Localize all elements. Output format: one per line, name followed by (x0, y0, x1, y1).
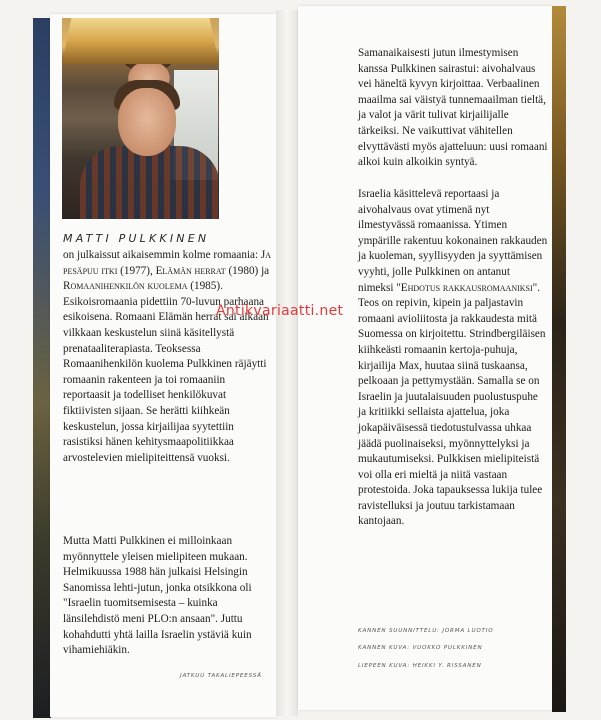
book-title: Elämän herrat (155, 264, 226, 277)
lamp-shade (62, 18, 219, 64)
bio-text: (1980) ja (225, 264, 270, 277)
blurb-text: Israelia käsittelevä reportaasi ja aivohalvaus ovat ytimenä nyt ilmestyvässä romaanissa. Ytimen ympärille rakentuu kokonainen rakkauden ja kuoleman, syyllisyyden ja syyttämisen vyyhti, jolle Pulkkinen on antanut nimeksi " (358, 188, 548, 294)
author-bio-paragraph-2: Mutta Matti Pulkkinen ei milloinkaan myönnyttele yleisen mielipiteen mukaan. Helmikuussa 1988 hän julkaisi Helsingin Sanomissa lehti-jutun, jonka otsikkona oli "Israelin tuomitsemisesta – kuinka länsilehdistö meni PLO:n ansaan". Juttu kohahdutti yhtä lailla Israelin ystäviä kuin vihamiehiäkin. (63, 535, 252, 657)
credit-cover-photo: KANNEN KUVA: VUOKKO PULKKINEN (358, 645, 483, 651)
author-photo (62, 18, 219, 219)
page-gutter (276, 10, 298, 716)
blurb-text: ". Teos on repivin, kipein ja paljastavin romaani avioliitosta ja rakkaudesta mitä Suomessa on kirjoitettu. Strindbergiläisen kiihkeästi romaanin kertoja-puhuja, kirjailija Max, huutaa siinä tuskaansa, pelkoaan ja pettymystään. Samalla se on Israelin ja juutalaisuuden puolustuspuhe ja kritiikki sellaista ajattelua, joka jokapäiväisessä tiedotustulvassa uhkaa jäädä puolinaiseksi, myönnyttelyksi ja mukautumiseksi. Pulkkisen mielipiteistä voi olla eri mieltä ja niitä vastaan protestoida. Joka tapauksessa lukija tulee ravistelluksi ja joutuu tarkistamaan kantojaan. (358, 281, 546, 528)
book-cover-right-edge (552, 6, 566, 712)
book-title: Ja pesäpuu itki (63, 249, 272, 277)
credit-cover-design: KANNEN SUUNNITTELU: JORMA LUOTIO (358, 628, 494, 634)
watermark: Antikvariaatti.net (216, 303, 344, 319)
bio-text: (1985). Esikoisromaania pidettiin 70-luvun parhaana esikoisena. Romaani Elämän herrat sai aikaan vilkkaan keskustelun siinä käsitellystä prenataaliterapiasta. Teoksessa Romaanihenkilön kuolema Pulkkinen räjäytti romaanin rakenteen ja toi romaaniin reportaasit ja todelliset henkilökuvat fiktiivisten sijaan. Se herätti kiihkeän keskustelun, jossa kirjailijaa syytettiin rasistiksi hänen kehitysmaapolitiikkaa arvostelevien mielipiteittensä vuoksi. (63, 280, 269, 464)
blurb-paragraph-1: Samanaikaisesti jutun ilmestymisen kanssa Pulkkinen sairastui: aivohalvaus vei häneltä kyvyn kirjoittaa. Verbaalinen maailma sai väistyä tunnemaailman tieltä, ja valot ja värit tulivat kirjailijalle tärkeiksi. Ne vaikuttivat vähitellen elvyttävästi myös ajatteluun: uusi romaani alkoi kuin alkoikin syntyä. (358, 47, 548, 169)
sweater (80, 146, 219, 219)
continued-note: JATKUU TAKALIEPEESSÄ (180, 673, 262, 679)
face (118, 88, 176, 156)
bio-text: (1977), (117, 264, 156, 277)
book-title: Romaanihenkilön kuolema (63, 280, 188, 293)
author-bio-paragraph (63, 248, 273, 466)
book-title: Ehdotus rakkausromaaniksi (400, 281, 533, 294)
author-name: MATTI PULKKINEN (63, 232, 210, 245)
blurb-paragraph-2 (358, 187, 548, 530)
book-cover-left-edge (33, 18, 51, 718)
bio-text: on julkaissut aikaisemmin kolme romaania: (63, 249, 261, 261)
credit-flap-photo: LIEPEEN KUVA: HEIKKI Y. RISSANEN (358, 663, 482, 669)
